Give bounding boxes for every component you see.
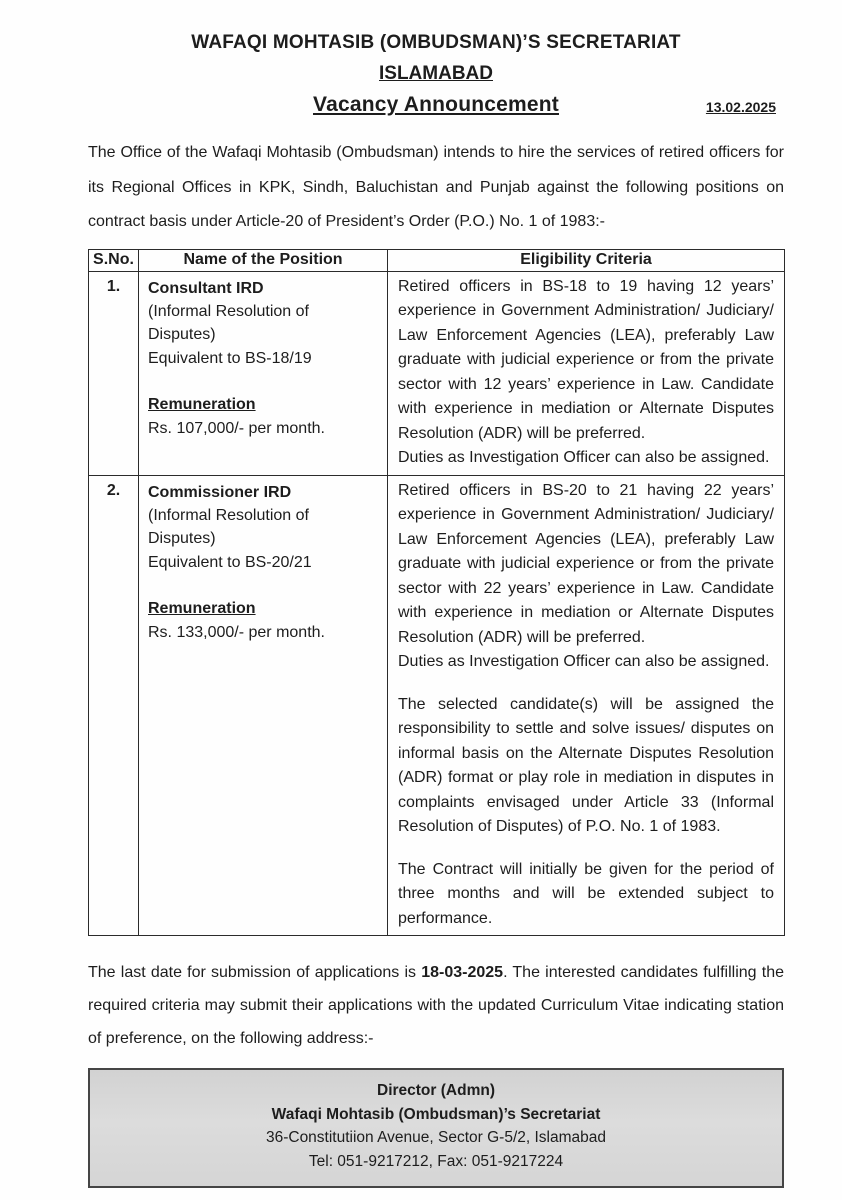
address-recipient: Director (Admn) [377, 1082, 495, 1099]
remuneration-label: Remuneration [148, 600, 256, 618]
remuneration-value: Rs. 133,000/- per month. [148, 623, 325, 641]
table-row [89, 271, 785, 475]
document-date: 13.02.2025 [705, 99, 776, 115]
closing-paragraph [88, 956, 784, 1055]
col-header-sno: S.No. [89, 249, 139, 271]
eligibility-duties: Duties as Investigation Officer can also be assigned. [398, 653, 770, 670]
table-row [89, 475, 785, 936]
eligibility-cell [388, 475, 785, 936]
address-street: 36-Constitutiion Avenue, Sector G-5/2, Islamabad [265, 1129, 607, 1147]
row-sno: 2. [89, 475, 139, 936]
col-header-position: Name of the Position [139, 249, 388, 271]
table-header-row [89, 249, 785, 271]
eligibility-extra-paragraph: The selected candidate(s) will be assigned the responsibility to settle and solve issues/ disputes on informal basis on the Alternate Disputes Resolution (ADR) format or play role in mediation in disputes in complaints envisaged under Article 33 (Informal Resolution of Disputes) of P.O. No. 1 of 1983. [398, 695, 774, 835]
col-header-eligibility: Eligibility Criteria [388, 249, 785, 271]
org-title: WAFAQI MOHTASIB (OMBUDSMAN)’S SECRETARIAT [191, 32, 681, 53]
position-subtitle: (Informal Resolution of Disputes) [148, 506, 309, 548]
address-box [88, 1068, 784, 1188]
announcement-title-row [88, 93, 784, 125]
closing-text-after: . The interested candidates fulfilling the required criteria may submit their applications with the updated Curriculum Vitae indicating station of preference, on the following address:- [88, 964, 784, 1047]
eligibility-text: Retired officers in BS-18 to 19 having 12 years’ experience in Government Administration/ Judiciary/ Law Enforcement Agencies (LEA), preferably Law graduate with judicial experience or from the private sector with 12 years’ experience in Law. Candidate with experience in mediation or Alternate Disputes Resolution (ADR) will be preferred. [398, 277, 774, 442]
intro-paragraph: The Office of the Wafaqi Mohtasib (Ombudsman) intends to hire the services of retired officers for its Regional Offices in KPK, Sindh, Baluchistan and Punjab against the following positions on contract basis under Article-20 of President’s Order (P.O.) No. 1 of 1983:- [88, 144, 784, 230]
row-sno: 1. [89, 271, 139, 475]
document-header [88, 30, 784, 125]
eligibility-text: Retired officers in BS-20 to 21 having 22 years’ experience in Government Administration/ Judiciary/ Law Enforcement Agencies (LEA), preferably Law graduate with judicial experience or from the private sector with 22 years’ experience in Law. Candidate with experience in mediation or Alternate Disputes Resolution (ADR) will be preferred. [398, 481, 774, 646]
org-city: ISLAMABAD [379, 63, 493, 84]
position-subtitle: (Informal Resolution of Disputes) [148, 302, 309, 344]
eligibility-duties: Duties as Investigation Officer can also be assigned. [398, 449, 770, 466]
deadline-date: 18-03-2025 [421, 964, 504, 981]
position-title: Commissioner IRD [148, 483, 292, 501]
positions-table [88, 249, 785, 937]
position-grade: Equivalent to BS-20/21 [148, 553, 312, 571]
position-cell [139, 271, 388, 475]
eligibility-cell [388, 271, 785, 475]
remuneration-value: Rs. 107,000/- per month. [148, 419, 325, 437]
position-cell [139, 475, 388, 936]
closing-text-before: The last date for submission of applications is [88, 964, 422, 981]
remuneration-label: Remuneration [148, 396, 256, 414]
address-phone-fax: Tel: 051-9217212, Fax: 051-9217224 [308, 1152, 564, 1170]
position-grade: Equivalent to BS-18/19 [148, 349, 312, 367]
address-organization: Wafaqi Mohtasib (Ombudsman)’s Secretariat [271, 1105, 601, 1123]
position-title: Consultant IRD [148, 279, 264, 297]
eligibility-contract-paragraph: The Contract will initially be given for the period of three months and will be extended subject to performance. [398, 860, 774, 927]
announcement-title: Vacancy Announcement [313, 93, 559, 116]
